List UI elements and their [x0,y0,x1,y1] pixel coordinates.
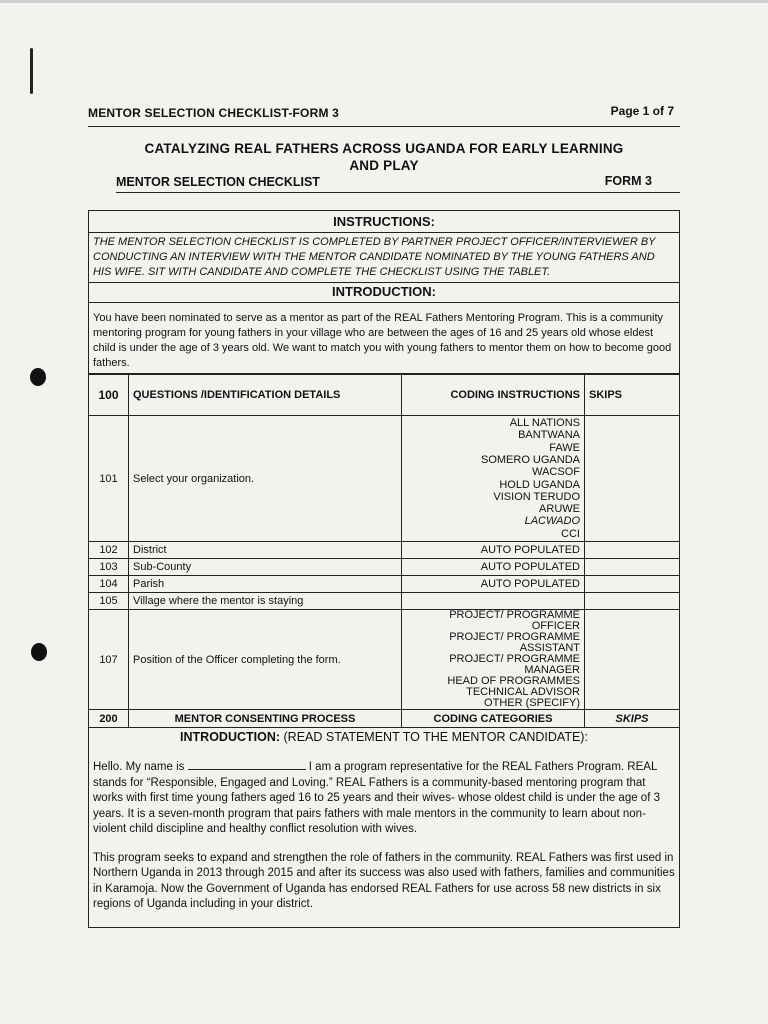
question-number: 105 [89,593,129,610]
form-number: FORM 3 [604,174,652,188]
pen-margin-mark [30,48,33,94]
page-header [88,104,680,124]
table-row-103 [89,559,679,576]
option: HEAD OF PROGRAMMES [447,675,580,687]
section-200-title: MENTOR CONSENTING PROCESS [129,710,402,728]
col-questions-header: QUESTIONS /IDENTIFICATION DETAILS [129,375,402,416]
coding-instruction: AUTO POPULATED [402,559,585,576]
coding-instruction: AUTO POPULATED [402,576,585,593]
checklist-subtitle: MENTOR SELECTION CHECKLIST [116,175,320,189]
option: HOLD UGANDA [499,478,580,491]
questions-table [89,374,679,728]
question-number: 102 [89,542,129,559]
title-line-2: AND PLAY [349,158,419,173]
question-number: 104 [89,576,129,593]
option: WACSOF [532,466,580,479]
instructions-heading: INSTRUCTIONS: [89,211,679,233]
name-blank-line [188,758,306,770]
question-text: Village where the mentor is staying [129,593,402,610]
option: SOMERO UGANDA [480,453,580,466]
introduction-text: You have been nominated to serve as a mentor as part of the REAL Fathers Mentoring Program. This is a community mentoring program for young fathers in your village who are between the ages of 16 and 25 years old whose eldest child is under the age of 3 years old. We want to match you with young fathers to mentor them on how to become good fathers. [89,303,679,374]
consent-paragraph-1 [89,758,679,838]
skip-cell [585,542,680,559]
program-description: I am a program representative for the REAL Fathers Program. REAL stands for “Responsible, Engaged and Loving.” REAL Fathers is a community-based mentoring program that works with first time young fathers aged 16 to 25 years and their wives- whose oldest child is under the age of 3 years. It is a seven-month program that pairs fathers with male mentors in the community to learn about non-violent child discipline and healthy conflict resolution with wives. [93,761,660,835]
question-text: District [129,542,402,559]
document-page [88,104,680,928]
table-row-105 [89,593,679,610]
question-number: 101 [89,416,129,542]
question-number: 103 [89,559,129,576]
skip-cell [585,416,680,542]
consent-intro-note: (READ STATEMENT TO THE MENTOR CANDIDATE): [280,730,588,744]
option: TECHNICAL ADVISOR [466,686,580,698]
page-top-edge [0,0,768,3]
col-coding-header: CODING INSTRUCTIONS [402,375,585,416]
option: CCI [561,527,580,540]
option: PROJECT/ PROGRAMME MANAGER [449,653,580,676]
section-number-200: 200 [89,710,129,728]
consent-intro-heading [89,728,679,744]
table-header-row [89,375,679,416]
question-text: Parish [129,576,402,593]
skip-cell [585,593,680,610]
page-number: Page 1 of 7 [610,104,674,118]
subtitle-rule [116,192,680,193]
option: PROJECT/ PROGRAMME ASSISTANT [449,631,580,654]
table-row-101 [89,416,679,542]
checklist-frame [88,210,680,928]
organization-options [402,416,585,542]
instructions-text: THE MENTOR SELECTION CHECKLIST IS COMPLETED BY PARTNER PROJECT OFFICER/INTERVIEWER BY CONDUCTING AN INTERVIEW WITH THE MENTOR CANDIDATE NOMINATED BY THE YOUNG FATHERS AND HIS WIFE. SIT WITH CANDIDATE AND COMPLETE THE CHECKLIST USING THE TABLET. [89,233,679,283]
coding-instruction: AUTO POPULATED [402,542,585,559]
greeting-text: Hello. My name is [93,761,188,773]
option: ALL NATIONS [509,417,580,430]
skips-header-200: SKIPS [585,710,680,728]
subtitle-row [88,174,680,192]
header-rule [88,126,680,127]
consent-intro-label: INTRODUCTION: [180,730,281,744]
option: LACWADO [524,515,580,528]
table-row-104 [89,576,679,593]
skip-cell [585,576,680,593]
coding-categories-header: CODING CATEGORIES [402,710,585,728]
title-line-1: CATALYZING REAL FATHERS ACROSS UGANDA FOR EARLY LEARNING [144,141,624,156]
consent-paragraph-2: This program seeks to expand and strengthen the role of fathers in the community. REAL Fathers was first used in Northern Uganda in 2013 through 2015 and after its success was also used with fathers, families and communities in Karamoja. Now the Government of Uganda has endorsed REAL Fathers for use across 58 new districts in six regions of Uganda including in your district. [93,851,675,910]
introduction-heading: INTRODUCTION: [89,283,679,303]
position-options [402,610,585,710]
section-200-row [89,710,679,728]
question-text: Sub-County [129,559,402,576]
skip-cell [585,610,680,710]
skip-cell [585,559,680,576]
table-row-107 [89,610,679,710]
option: OTHER (SPECIFY) [484,697,580,709]
form-label: MENTOR SELECTION CHECKLIST-FORM 3 [88,106,340,120]
punch-hole-bottom [31,643,47,661]
option: ARUWE [539,503,580,516]
col-skips-header: SKIPS [585,375,680,416]
question-number: 107 [89,610,129,710]
question-text: Position of the Officer completing the form. [129,610,402,710]
question-text: Select your organization. [129,416,402,542]
section-number-100: 100 [89,375,129,416]
option: VISION TERUDO [493,490,580,503]
option: BANTWANA [518,429,580,442]
option: FAWE [549,441,580,454]
document-title [88,140,680,174]
table-row-102 [89,542,679,559]
option: PROJECT/ PROGRAMME OFFICER [449,609,580,632]
punch-hole-top [30,368,46,386]
coding-instruction [402,593,585,610]
